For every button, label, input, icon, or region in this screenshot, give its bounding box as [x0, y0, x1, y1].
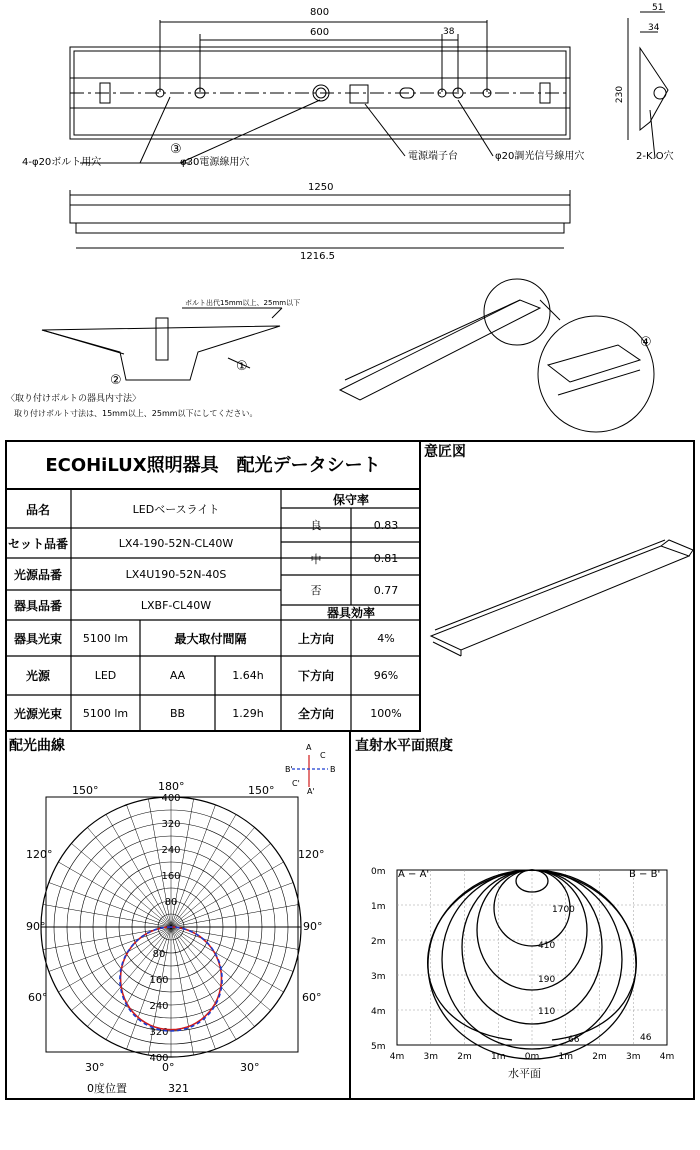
callout-num2: ②: [110, 373, 122, 388]
angle-120-left: 120°: [26, 848, 53, 861]
illum-x-tick: 2m: [592, 1052, 607, 1062]
polar-spoke: [171, 827, 255, 927]
polar-ring-label-bottom: 80: [152, 949, 166, 960]
polar-ring-label-top: 240: [161, 845, 181, 856]
value-light: LX4U190-52N-40S: [125, 567, 227, 581]
sheet-title: ECOHiLUX照明器具 配光データシート: [5, 440, 421, 490]
mark-c: C: [320, 751, 326, 760]
illum-x-tick: 1m: [491, 1052, 506, 1062]
zero-position-label: 0度位置: [87, 1082, 127, 1095]
polar-ring-label-bottom: 240: [149, 1001, 169, 1012]
design-label: 意匠図: [424, 444, 466, 460]
callout-num1: ①: [236, 359, 248, 374]
illum-title: 直射水平面照度: [355, 738, 453, 754]
illum-x-title: 水平面: [508, 1067, 541, 1080]
angle-150-left: 150°: [72, 784, 99, 797]
dim-34: 34: [648, 23, 660, 33]
value-srcflux: 5100 lm: [82, 707, 129, 720]
eff-all-label: 全方向: [297, 707, 334, 721]
eff-all-value: 100%: [370, 707, 402, 720]
illum-contour-label: 190: [538, 975, 556, 985]
polar-spoke: [171, 927, 255, 1027]
illum-x-tick: 1m: [558, 1052, 573, 1062]
illum-y-tick: 5m: [371, 1042, 386, 1052]
callout-terminal: 電源端子台: [408, 151, 458, 162]
dim-230: 230: [615, 85, 626, 104]
angle-60-right: 60°: [302, 991, 322, 1004]
technical-drawing: [0, 0, 700, 440]
install-note-body: 取り付けボルト寸法は、15mm以上、25mm以下にしてください。: [14, 409, 258, 418]
illum-y-tick: 0m: [371, 867, 386, 877]
angle-30-left: 30°: [85, 1061, 105, 1074]
illum-y-tick: 2m: [371, 937, 386, 947]
maint-mid-value: 0.81: [373, 552, 399, 565]
illum-contour-label: 110: [538, 1007, 556, 1017]
label-aa: AA: [169, 669, 186, 682]
value-fixture: LXBF-CL40W: [140, 598, 212, 612]
maint-bad-label: 否: [310, 584, 322, 597]
illum-left-label: A − A': [398, 869, 430, 880]
angle-60-left: 60°: [28, 991, 48, 1004]
angle-120-right: 120°: [298, 848, 325, 861]
illum-x-tick: 4m: [659, 1052, 675, 1062]
maint-mid-label: 中: [310, 552, 322, 566]
label-source: 光源: [25, 669, 50, 683]
mark-a2: A': [307, 787, 315, 796]
value-product: LEDベースライト: [132, 503, 220, 516]
maint-good-label: 良: [310, 519, 322, 532]
drawing-svg: [0, 0, 700, 440]
angle-90-right: 90°: [303, 920, 323, 933]
spec-table: [5, 440, 421, 732]
illum-contour: [516, 870, 548, 892]
mark-b2: B': [285, 765, 293, 774]
value-bb: 1.29h: [232, 707, 264, 720]
polar-chart: [6, 755, 348, 1100]
dim-800: 800: [310, 7, 330, 18]
illum-contour-label: 66: [568, 1035, 580, 1045]
illum-x-tick: 2m: [457, 1052, 472, 1062]
value-aa: 1.64h: [232, 669, 264, 682]
label-spacing: 最大取付間隔: [174, 631, 247, 646]
label-set: セット品番: [7, 536, 68, 551]
illum-contour-label: 1700: [552, 905, 575, 915]
eff-up-label: 上方向: [297, 631, 334, 646]
illum-y-tick: 4m: [371, 1007, 386, 1017]
callout-num4: ④: [640, 335, 652, 350]
label-flux: 器具光束: [13, 631, 62, 646]
illum-contour-label: 410: [538, 941, 556, 951]
polar-spoke: [87, 827, 171, 927]
illum-y-tick: 1m: [371, 902, 386, 912]
value-source: LED: [94, 669, 117, 682]
dim-1216: 1216.5: [300, 251, 335, 262]
illum-x-tick: 4m: [389, 1052, 405, 1062]
maint-bad-value: 0.77: [373, 583, 399, 597]
callout-bolt-note: ボルト出代15mm以上、25mm以下: [185, 299, 301, 307]
value-set: LX4-190-52N-CL40W: [118, 536, 234, 550]
value-flux: 5100 lm: [82, 631, 129, 645]
label-bb: BB: [169, 707, 186, 720]
eff-up-value: 4%: [377, 631, 395, 645]
illuminance-chart: [351, 755, 695, 1100]
polar-ring-label-bottom: 320: [149, 1027, 169, 1038]
maint-good-value: 0.83: [373, 518, 399, 532]
polar-ring-label-bottom: 400: [149, 1053, 169, 1064]
eff-down-label: 下方向: [297, 669, 334, 683]
label-light: 光源品番: [13, 567, 62, 582]
angle-90-left: 90°: [26, 920, 46, 933]
polar-ring-label-top: 80: [164, 897, 178, 908]
design-illustration: [421, 460, 695, 732]
angle-180: 180°: [158, 780, 185, 793]
dim-51: 51: [652, 3, 664, 13]
illum-x-tick: 3m: [626, 1052, 641, 1062]
polar-spoke: [71, 843, 171, 927]
polar-ring-label-bottom: 160: [149, 975, 169, 986]
dim-38: 38: [443, 27, 455, 37]
mark-b: B: [330, 765, 336, 774]
callout-ko-hole: 2-K.O穴: [636, 151, 674, 162]
illum-right-label: B − B': [629, 869, 661, 880]
polar-spoke: [171, 843, 271, 927]
mark-a: A: [306, 743, 312, 752]
callout-dim-hole: φ20調光信号線用穴: [495, 151, 585, 162]
polar-title: 配光曲線: [9, 738, 65, 754]
eff-down-value: 96%: [373, 669, 399, 682]
label-fixture: 器具品番: [13, 598, 62, 613]
install-note-title: 〈取り付けボルトの器具内寸法〉: [6, 394, 142, 404]
mark-c2: C': [292, 779, 300, 788]
label-srcflux: 光源光束: [13, 707, 62, 721]
illum-contour-label: 46: [640, 1033, 652, 1043]
callout-power-hole: φ30電源線用穴: [180, 157, 250, 168]
polar-ring-label-top: 400: [161, 793, 181, 804]
illum-x-tick: 0m: [524, 1052, 540, 1062]
maint-title: 保守率: [332, 492, 369, 507]
callout-num3: ③: [170, 142, 182, 157]
polar-ring-label-top: 160: [161, 871, 181, 882]
angle-0: 0°: [162, 1061, 175, 1074]
eff-title: 器具効率: [326, 606, 375, 620]
callout-bolt-holes: 4-φ20ボルト用穴: [22, 157, 102, 168]
label-product: 品名: [25, 502, 50, 517]
angle-150-right: 150°: [248, 784, 275, 797]
angle-30-right: 30°: [240, 1061, 260, 1074]
polar-ring-label-top: 320: [161, 819, 181, 830]
dim-1250: 1250: [308, 182, 334, 193]
zero-position-value: 321: [168, 1082, 189, 1095]
dim-600: 600: [310, 27, 330, 38]
illum-y-tick: 3m: [371, 972, 386, 982]
illum-x-tick: 3m: [423, 1052, 438, 1062]
